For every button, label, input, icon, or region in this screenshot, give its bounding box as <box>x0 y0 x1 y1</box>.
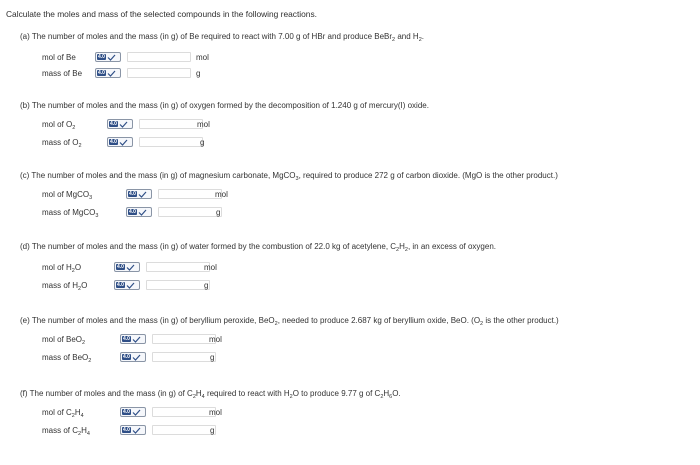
question-f-text: (f) The number of moles and the mass (in g) of $C_2H_4$ required to react with $H_2O$ to produce 9.77 g of $C_2H_6O$. <box>20 389 401 400</box>
pencil-check-icon <box>138 209 147 216</box>
question-a-text: (a) The number of moles and the mass (in g) of Be required to react with 7.00 g of HBr and produce BeBr$_2$ and $H_2$. <box>20 32 424 43</box>
instructions-title: Calculate the moles and mass of the selected compounds in the following reactions. <box>6 9 317 19</box>
question-e-row-mass <box>42 352 322 364</box>
row-label: mass of $C_2H_4$ <box>42 426 90 437</box>
mol-be-input[interactable] <box>127 52 191 62</box>
mol-c2h4-input[interactable] <box>152 407 216 417</box>
unit-mol: mol <box>215 190 228 199</box>
mass-be-input[interactable] <box>127 68 191 78</box>
pencil-check-icon <box>132 409 141 416</box>
unit-g: g <box>216 208 221 217</box>
badge-number: 4.0 <box>123 427 130 433</box>
pencil-check-icon <box>132 354 141 361</box>
question-a-row-mol <box>42 52 282 64</box>
row-label: mass of Be <box>42 69 83 78</box>
answer-status-badge[interactable] <box>120 334 146 344</box>
row-label: mol of Be <box>42 53 76 62</box>
unit-mol: mol <box>204 263 217 272</box>
unit-mol: mol <box>197 120 210 129</box>
badge-number: 4.0 <box>117 264 124 270</box>
mass-mgco3-input[interactable] <box>158 207 222 217</box>
unit-mol: mol <box>209 408 222 417</box>
unit-g: g <box>210 353 215 362</box>
question-f-row-mol <box>42 407 322 419</box>
pencil-check-icon <box>107 70 116 77</box>
pencil-check-icon <box>107 54 116 61</box>
badge-number: 4.0 <box>123 354 130 360</box>
pencil-check-icon <box>132 427 141 434</box>
badge-number: 4.0 <box>129 191 136 197</box>
answer-status-badge[interactable] <box>120 352 146 362</box>
unit-mol: mol <box>196 53 209 62</box>
row-label: mol of $C_2H_4$ <box>42 408 84 419</box>
answer-status-badge[interactable] <box>107 137 133 147</box>
answer-status-badge[interactable] <box>114 262 140 272</box>
badge-number: 4.0 <box>123 336 130 342</box>
question-d-row-mass <box>42 280 322 292</box>
question-e-row-mol <box>42 334 322 346</box>
answer-status-badge[interactable] <box>95 68 121 78</box>
answer-status-badge[interactable] <box>120 425 146 435</box>
pencil-check-icon <box>126 282 135 289</box>
badge-number: 4.0 <box>110 139 117 145</box>
badge-number: 4.0 <box>110 121 117 127</box>
question-b-text: (b) The number of moles and the mass (in g) of oxygen formed by the decomposition of 1.240 g of mercury(I) oxide. <box>20 101 429 110</box>
mol-h2o-input[interactable] <box>146 262 210 272</box>
question-c-row-mass <box>42 207 322 219</box>
question-b-row-mass <box>42 137 302 149</box>
unit-g: g <box>210 426 215 435</box>
mol-o2-input[interactable] <box>139 119 203 129</box>
mol-mgco3-input[interactable] <box>158 189 222 199</box>
answer-status-badge[interactable] <box>120 407 146 417</box>
answer-status-badge[interactable] <box>126 189 152 199</box>
badge-number: 4.0 <box>98 70 105 76</box>
answer-status-badge[interactable] <box>126 207 152 217</box>
row-label: mol of MgCO$_3$ <box>42 190 93 201</box>
answer-status-badge[interactable] <box>114 280 140 290</box>
badge-number: 4.0 <box>123 409 130 415</box>
question-e-text: (e) The number of moles and the mass (in g) of beryllium peroxide, BeO$_2$, needed to produce 2.687 kg of beryllium oxide, BeO. ($O_2$ is the other product.) <box>20 316 559 327</box>
mass-c2h4-input[interactable] <box>152 425 216 435</box>
badge-number: 4.0 <box>129 209 136 215</box>
row-label: mass of MgCO$_3$ <box>42 208 99 219</box>
row-label: mass of BeO$_2$ <box>42 353 92 364</box>
row-label: mol of $O_2$ <box>42 120 76 131</box>
unit-g: g <box>200 138 205 147</box>
question-a-row-mass <box>42 68 282 80</box>
unit-g: g <box>196 69 201 78</box>
row-label: mol of BeO$_2$ <box>42 335 86 346</box>
question-d-text: (d) The number of moles and the mass (in g) of water formed by the combustion of 22.0 kg of acetylene, $C_2H_2$, in an excess of oxygen. <box>20 242 497 253</box>
pencil-check-icon <box>119 121 128 128</box>
row-label: mol of $H_2O$ <box>42 263 82 274</box>
pencil-check-icon <box>138 191 147 198</box>
answer-status-badge[interactable] <box>107 119 133 129</box>
unit-mol: mol <box>209 335 222 344</box>
mol-beo2-input[interactable] <box>152 334 216 344</box>
question-d-row-mol <box>42 262 322 274</box>
mass-o2-input[interactable] <box>139 137 203 147</box>
badge-number: 4.0 <box>117 282 124 288</box>
question-c-text: (c) The number of moles and the mass (in g) of magnesium carbonate, MgCO$_3$, required to produce 272 g of carbon dioxide. (MgO is the other product.) <box>20 171 558 182</box>
badge-number: 4.0 <box>98 54 105 60</box>
mass-h2o-input[interactable] <box>146 280 210 290</box>
pencil-check-icon <box>126 264 135 271</box>
answer-status-badge[interactable] <box>95 52 121 62</box>
row-label: mass of $H_2O$ <box>42 281 88 292</box>
pencil-check-icon <box>132 336 141 343</box>
row-label: mass of $O_2$ <box>42 138 82 149</box>
pencil-check-icon <box>119 139 128 146</box>
question-b-row-mol <box>42 119 302 131</box>
question-f-row-mass <box>42 425 322 437</box>
question-c-row-mol <box>42 189 322 201</box>
mass-beo2-input[interactable] <box>152 352 216 362</box>
unit-g: g <box>204 281 209 290</box>
